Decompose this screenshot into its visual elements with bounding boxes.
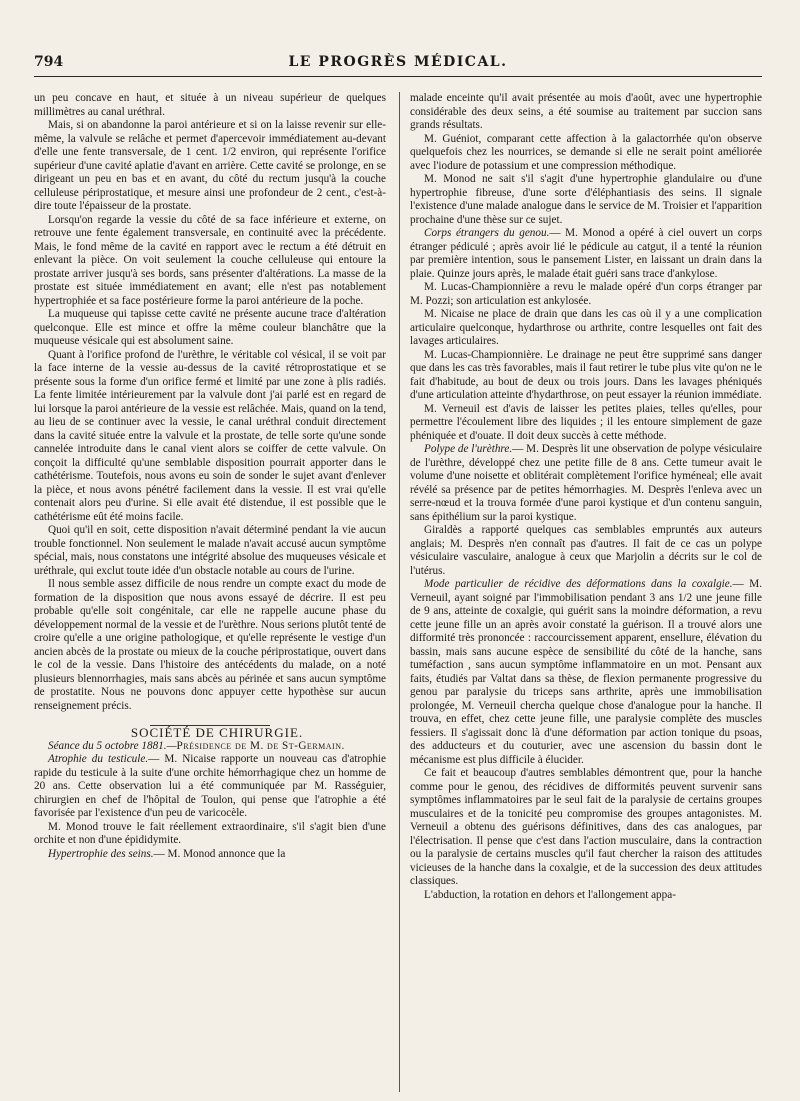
paragraph: Mais, si on abandonne la paroi antérieure et si on la laisse revenir sur elle-même, la valvule se relâche et permet d'apercevoir immédiatement au-devant d'elle une fente transversale, de 1 cent. 1/2 environ, qui représente l'orifice supérieur d'une cavité aplatie d'avant en arrière. Cette cavité se prolonge, en se dirigeant un peu en bas et en avant, du côté du rectum jusqu'à la couche celluleuse périprostatique, et mesure ainsi une profondeur de 2 cent., c'est-à-dire toute l'épaisseur de la prostate. [34, 119, 386, 212]
paragraph: M. Lucas-Championnière. Le drainage ne peut être supprimé sans danger que dans les cas très favorables, mais il faut retirer le tube plus vite qu'on ne le fait d'habitude, au bout de deux ou trois jours. Dans les lavages phéniqués d'une articulation atteinte d'hydarthrose, on peut essayer la réunion immédiate. [410, 348, 762, 401]
page-header [34, 52, 762, 77]
subsection-title: Atrophie du testicule. [48, 753, 149, 765]
paragraph: M. Guéniot, comparant cette affection à la galactorrhée qu'on observe quelquefois chez les nourrices, se demande si elle ne serait point améliorée avec l'iodure de potassium et une compression méthodique. [410, 132, 762, 172]
paragraph: M. Monod ne sait s'il s'agit d'une hypertrophie glandulaire ou d'une hypertrophie fibreuse, d'une sorte d'éléphantiasis des seins. Il signale l'existence d'une malade analogue dans le service de M. Troisier et l'apparition prochaine d'une thèse sur ce sujet. [410, 173, 762, 226]
paragraph: Lorsqu'on regarde la vessie du côté de sa face inférieure et externe, on retrouve une fente également transversale, en continuité avec la précédente. Mais, le fond même de la cavité en rapport avec le rectum a été détruit en enlevant la pièce. On voit seulement la couche celluleuse qui entoure la prostate arriver jusqu'à ses bords, sans présenter d'altérations. La masse de la prostate est située immédiatement en avant; elle n'est pas notablement hypertrophiée et sa face postérieure forme la paroi antérieure de la poche. [34, 213, 386, 307]
paragraph [34, 848, 386, 862]
paragraph: M. Nicaise ne place de drain que dans les cas où il y a une complication articulaire quelconque, hydarthrose ou arthrite, contre lesquelles ont fait des lavages articulaires. [410, 308, 762, 347]
subsection-title: Hypertrophie des seins. [48, 847, 154, 860]
subsection-title: Polype de l'urèthre. [424, 443, 513, 455]
subsection-title: Mode particulier de récidive des déformations dans la coxalgie. [424, 578, 733, 590]
paragraph [34, 753, 386, 821]
page-number: 794 [34, 54, 64, 70]
paragraph: Il nous semble assez difficile de nous rendre un compte exact du mode de formation de la disposition que nous avons essayé de décrire. Il est peu probable qu'elle soit congénitale, car elle ne rappelle aucune phase du développement normal de la vessie et de l'urèthre. Nous serions plutôt tenté de croire qu'elle a une origine pathologique, et qu'elle représente le vestige d'un ancien abcès de la prostate ou mieux de la couche périprostatique, ouvert dans le col de la vessie. Dans l'histoire des antécédents du malade, on a noté plusieurs blennorrhagies, mais sans abcès au périnée et sans aucun symptôme de prostatite. Nous ne pouvons donc appuyer cette hypothèse sur aucun renseignement précis. [34, 578, 386, 712]
subsection-title: Corps étrangers du genou. [424, 227, 550, 239]
seance-date: Séance du 5 octobre 1881.— [48, 739, 177, 752]
seance-line [34, 740, 386, 754]
paragraph: M. Verneuil est d'avis de laisser les petites plaies, telles qu'elles, pour permettre l'écoulement libre des liquides ; il les entoure simplement de gaze phéniquée et d'ouate. Il doit deux succès à cette méthode. [410, 402, 762, 442]
paragraph: Ce fait et beaucoup d'autres semblables démontrent que, pour la hanche comme pour le genou, des récidives de difformités peuvent survenir sans symptômes inflammatoires par le seul fait de la paralysie de certains groupes musculaires et de la tonicité peu compromise des groupes antagonistes. M. Verneuil a obtenu des guérisons définitives, dans des cas analogues, par l'électrisation. Il pense que c'est dans l'action musculaire, dans la contraction ou la paralysie de certains muscles qu'il faut chercher la raison des attitudes vicieuses de la hanche dans la coxalgie, et de la succession des deux attitudes classiques. [410, 767, 762, 887]
journal-title: LE PROGRÈS MÉDICAL. [288, 54, 508, 70]
paragraph-text: — M. Nicaise rapporte un nouveau cas d'atrophie rapide du testicule à la suite d'une orchite hémorrhagique chez un homme de 20 ans. Cette observation lui a été communiquée par M. Rasséguier, chirurgien en chef de l'hôpital de Toulon, qui pense que l'atrophie a été favorisée par l'existence d'un peu de varicocèle. [34, 753, 386, 819]
paragraph: M. Monod trouve le fait réellement extraordinaire, s'il s'agit bien d'une orchite et non d'une épididymite. [34, 820, 386, 846]
right-column [410, 92, 762, 1092]
paragraph-text: — M. Monod annonce que la [153, 847, 286, 860]
paragraph: Giraldès a rapporté quelques cas semblables empruntés aux auteurs anglais; M. Desprès n'en connaît pas d'autres. Il fait de ce cas un polype vésiculaire vasculaire, analogue à ceux que Marjolin a décrits sur le col de l'utérus. [410, 524, 762, 577]
seance-president: Présidence de M. de St-Germain. [176, 739, 345, 752]
paragraph: M. Lucas-Championnière a revu le malade opéré d'un corps étranger par M. Pozzi; son articulation est ankylosée. [410, 281, 762, 307]
column-rule [399, 92, 400, 1092]
paragraph: Quant à l'orifice profond de l'urèthre, le véritable col vésical, il se voit par la face interne de la vessie au-dessus de la cavité rétroprostatique et se présente sous la forme d'un orifice fermé et limité par une zone à plis radiés. La fente limitée intérieurement par la valvule dont j'ai parlé est en regard de lui lorsque la paroi antérieure de la vessie est relâchée. Mais, quand on la tend, au lieu de se continuer avec la vessie, le canal uréthral conduit directement dans la cavité située entre la valvule et la prostate, de telle sorte qu'une sonde cannelée introduite dans le canal vient alors se coiffer de cette valvule. On conçoit la difficulté qu'une semblable disposition pourrait apporter dans le cathétérisme. Toutefois, nous avons eu soin de sonder le sujet avant d'enlever la pièce, et nous avons pénétré facilement dans la vessie. Il est vrai qu'elle contenait alors peu d'urine. Si elle avait été distendue, il est possible que le cathétérisme eût été moins facile. [34, 348, 386, 523]
paragraph [410, 227, 762, 281]
paragraph: L'abduction, la rotation en dehors et l'allongement appa- [424, 888, 676, 901]
paragraph-text: — M. Verneuil, ayant soigné par l'immobilisation pendant 3 ans 1/2 une jeune fille de 9 ans, atteinte de coxalgie, qui guérit sans la moindre déformation, a revu cette jeune fille un an après avoir constaté la guérison. Il a trouvé alors une difformité très prononcée : raccourcissement apparent, ensellure, élévation du bassin, mais sans aucune espèce de sensibilité du côté de la hanche, sans tuméfaction , sans aucun symptôme inflammatoire en un mot. Pensant aux faits, étudiés par Valtat dans sa thèse, de flexion permanente progressive du genou par paralysie du triceps sans arthrite, après une immobilisation prolongée, M. Verneuil chercha quelque chose d'analogue pour la hanche. Il trouva, en effet, chez cette jeune fille, une paralysie complète des muscles fessiers. Il s'agissait donc là d'une déformation par action tonique du psoas, des adducteurs et du couturier, avec une ascension du bassin dont le mécanisme est plus difficile à élucider. [410, 578, 762, 766]
paragraph: Quoi qu'il en soit, cette disposition n'avait déterminé pendant la vie aucun trouble fonctionnel. Non seulement le malade n'avait accusé aucun symptôme spécial, mais, nous constatons une intégrité absolue des muqueuses vésicale et uréthrale, qui exclut toute idée d'un obstacle notable au cours de l'urine. [34, 524, 386, 577]
paragraph: malade enceinte qu'il avait présentée au mois d'août, avec une hypertrophie considérable des deux seins, a été soumise au traitement par succion sans grands résultats. [410, 92, 762, 131]
paragraph [410, 443, 762, 524]
paragraph-text: — M. Monod a opéré à ciel ouvert un corps étranger pédiculé ; après avoir lié le pédicule au catgut, il a tenté la réunion par première intention, sous le pansement Lister, en laissant un drain dans la plaie. Quinze jours après, le malade était guéri sans trace d'ankylose. [410, 227, 762, 280]
paragraph [410, 578, 762, 767]
paragraph-text: — M. Desprès lit une observation de polype vésiculaire de l'urèthre, développé chez une petite fille de 8 ans. Cette tumeur avait le volume d'une noisette et oblitérait complètement l'orifice hyméneal; elle avait révélé sa présence par de petites hémorrhagies. M. Desprès l'enleva avec un serre-nœud et la trouva formée d'une paroi kystique et d'un contenu sanguin, sans épithélium sur la paroi kystique. [410, 443, 762, 523]
paragraph: La muqueuse qui tapisse cette cavité ne présente aucune trace d'altération quelconque. Elle est mince et offre la même couleur blanchâtre que la muqueuse vésicale qui est absolument saine. [34, 308, 386, 347]
paragraph: un peu concave en haut, et située à un niveau supérieur de quelques millimètres au canal uréthral. [34, 92, 386, 118]
section-title: SOCIÉTÉ DE CHIRURGIE. [130, 725, 304, 740]
left-column [34, 92, 386, 1092]
